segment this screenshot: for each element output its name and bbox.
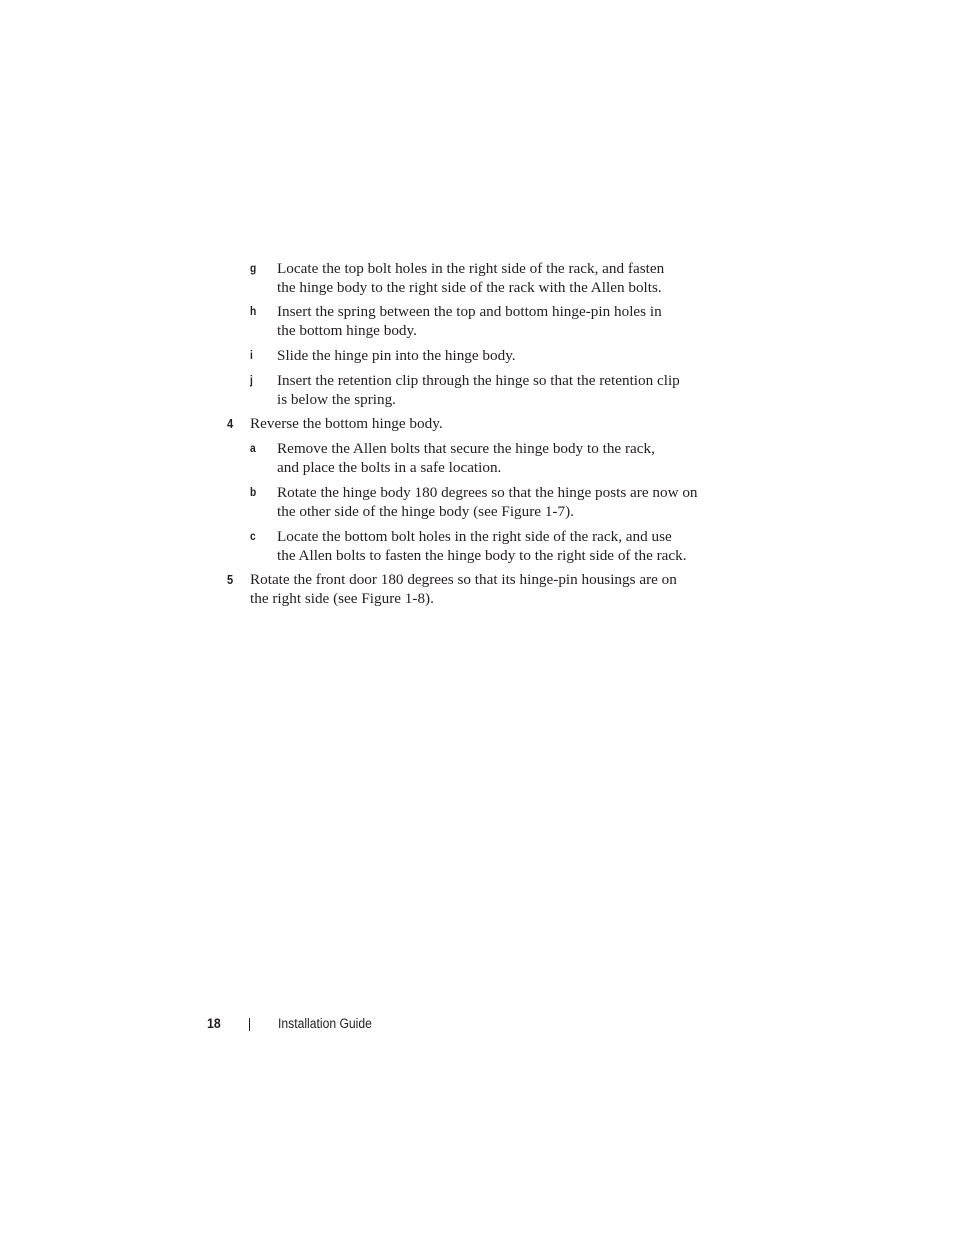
substep-marker: a [250,441,256,455]
step-marker: 4 [227,416,234,431]
substep-text [277,346,516,365]
text-line: Slide the hinge pin into the hinge body. [277,347,516,364]
page-number: 18 [207,1015,221,1031]
text-line: is below the spring. [277,391,396,408]
text-line: Rotate the hinge body 180 degrees so that the hinge posts are now on [277,484,698,501]
text-line: the Allen bolts to fasten the hinge body to the right side of the rack. [277,547,687,564]
text-line: Locate the bottom bolt holes in the right side of the rack, and use [277,528,672,545]
text-line: Rotate the front door 180 degrees so that its hinge-pin housings are on [250,571,677,588]
text-line: the other side of the hinge body (see Figure 1-7). [277,503,574,520]
text-line: Reverse the bottom hinge body. [250,415,443,432]
substep-text [277,259,664,297]
substep-marker: g [250,261,257,275]
substep-marker: b [250,485,257,499]
substep-marker: j [250,373,253,387]
substep-text [277,371,680,409]
substep-text [277,439,655,477]
substep-text [277,483,698,521]
substep-text [277,527,687,565]
substep-marker: h [250,304,257,318]
step-text [250,414,443,433]
text-line: Insert the retention clip through the hinge so that the retention clip [277,372,680,389]
text-line: Remove the Allen bolts that secure the hinge body to the rack, [277,440,655,457]
substep-marker: c [250,529,256,543]
text-line: the right side (see Figure 1-8). [250,590,434,607]
footer-title: Installation Guide [278,1016,372,1031]
text-line: Locate the top bolt holes in the right side of the rack, and fasten [277,260,665,277]
text-line: the bottom hinge body. [277,322,417,339]
substep-marker: i [250,348,253,362]
step-text [250,570,677,608]
step-marker: 5 [227,572,234,587]
substep-text [277,302,662,340]
text-line: the hinge body to the right side of the rack with the Allen bolts. [277,279,662,296]
text-line: Insert the spring between the top and bottom hinge-pin holes in [277,303,662,320]
text-line: and place the bolts in a safe location. [277,459,502,476]
footer-divider [249,1018,250,1031]
